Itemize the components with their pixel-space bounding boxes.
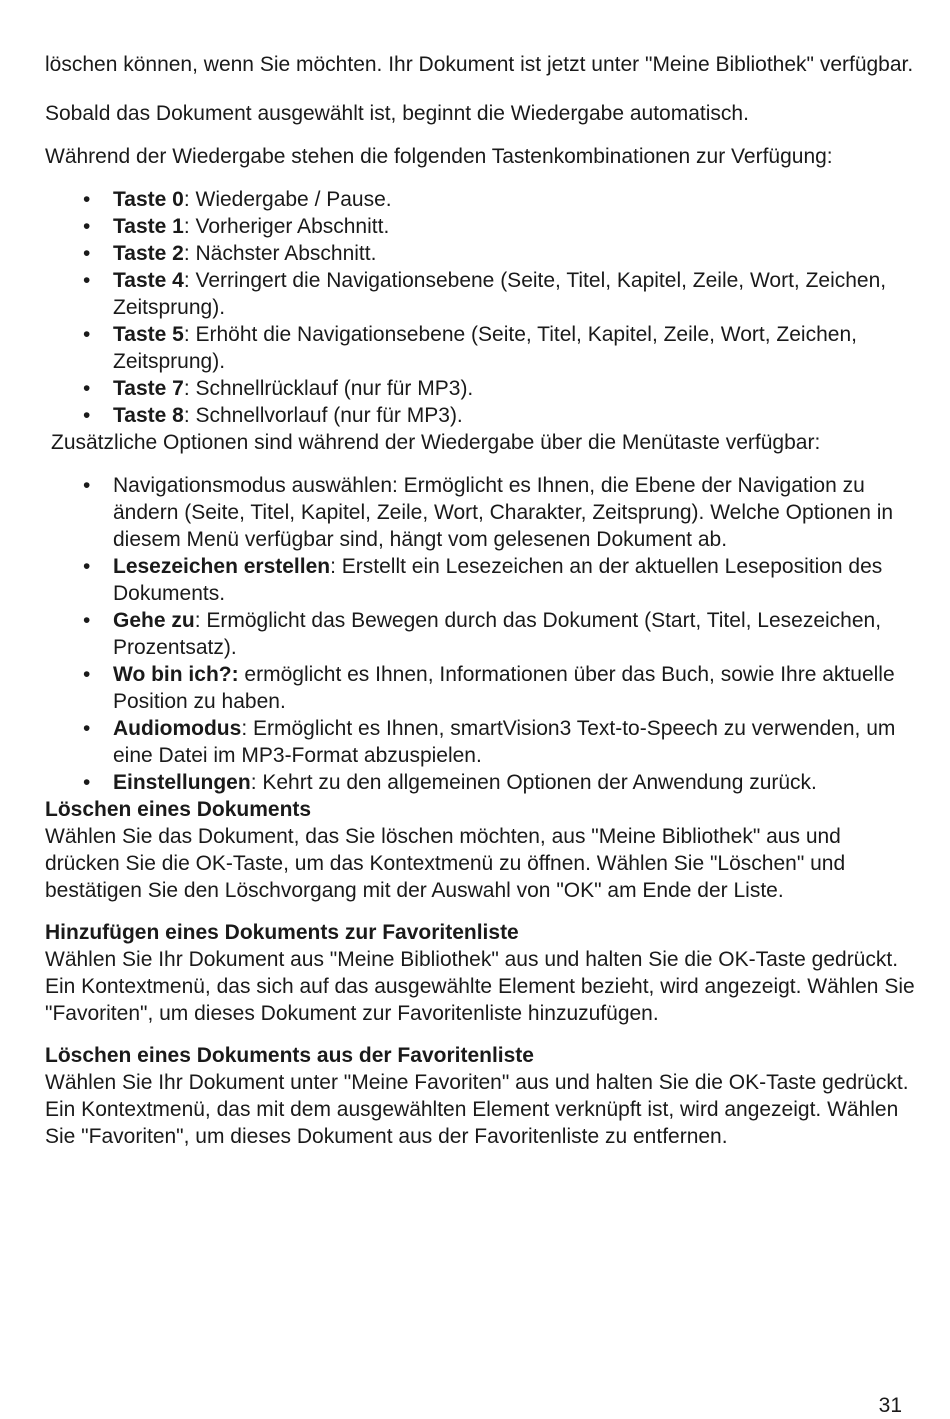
section-heading: Hinzufügen eines Dokuments zur Favoritenliste <box>45 921 519 944</box>
list-item <box>45 715 915 769</box>
option-description: : Ermöglicht es Ihnen, smartVision3 Text-to-Speech zu verwenden, um eine Datei im MP3-Format abzuspielen. <box>113 717 896 767</box>
section-body: Wählen Sie das Dokument, das Sie löschen möchten, aus "Meine Bibliothek" aus und drücken Sie die OK-Taste, um das Kontextmenü zu öffnen. Wählen Sie "Löschen" und bestätigen Sie den Löschvorgang mit der Auswahl von "OK" am Ende der Liste. <box>45 825 846 902</box>
key-description: : Erhöht die Navigationsebene (Seite, Titel, Kapitel, Zeile, Wort, Zeichen, Zeitsprung). <box>113 323 857 373</box>
section-body: Wählen Sie Ihr Dokument unter "Meine Favoriten" aus und halten Sie die OK-Taste gedrückt. Ein Kontextmenü, das mit dem ausgewählten Element verknüpft ist, wird angezeigt. Wählen Sie "Favoriten", um dieses Dokument aus der Favoritenliste zu entfernen. <box>45 1071 909 1148</box>
option-description: : Ermöglicht das Bewegen durch das Dokument (Start, Titel, Lesezeichen, Prozentsatz). <box>113 609 882 659</box>
list-item <box>45 661 915 715</box>
list-item <box>45 553 915 607</box>
key-label: Taste 1 <box>113 215 184 238</box>
option-label: Audiomodus <box>113 717 242 740</box>
list-item <box>45 240 915 267</box>
key-label: Taste 8 <box>113 404 184 427</box>
option-description: : Kehrt zu den allgemeinen Optionen der Anwendung zurück. <box>250 771 817 794</box>
document-page <box>45 51 915 1165</box>
key-description: : Schnellvorlauf (nur für MP3). <box>183 404 463 427</box>
list-item <box>45 213 915 240</box>
key-label: Taste 4 <box>113 269 184 292</box>
key-label: Taste 0 <box>113 188 184 211</box>
key-description: : Schnellrücklauf (nur für MP3). <box>183 377 474 400</box>
option-label: Wo bin ich?: <box>113 663 239 686</box>
list-item <box>45 607 915 661</box>
section-add-favorite <box>45 919 915 1027</box>
section-delete-document <box>45 796 915 904</box>
option-description: ermöglicht es Ihnen, Informationen über das Buch, sowie Ihre aktuelle Position zu haben. <box>113 663 895 713</box>
list-item <box>45 186 915 213</box>
key-shortcuts-list <box>45 186 915 429</box>
key-description: : Nächster Abschnitt. <box>183 242 377 265</box>
list-item <box>45 472 915 553</box>
menu-options-list <box>45 472 915 796</box>
key-label: Taste 2 <box>113 242 184 265</box>
option-description: : Erstellt ein Lesezeichen an der aktuellen Leseposition des Dokuments. <box>113 555 883 605</box>
key-description: : Vorheriger Abschnitt. <box>183 215 390 238</box>
option-label: Lesezeichen erstellen <box>113 555 331 578</box>
intro-paragraph: löschen können, wenn Sie möchten. Ihr Dokument ist jetzt unter "Meine Bibliothek" verfügbar. <box>45 53 914 76</box>
list-item <box>45 375 915 402</box>
section-heading: Löschen eines Dokuments aus der Favoritenliste <box>45 1044 534 1067</box>
section-body: Wählen Sie Ihr Dokument aus "Meine Bibliothek" aus und halten Sie die OK-Taste gedrückt. Ein Kontextmenü, das sich auf das ausgewählte Element bezieht, wird angezeigt. Wählen Sie "Favoriten", um dieses Dokument zur Favoritenliste hinzuzufügen. <box>45 948 915 1025</box>
key-description: : Wiedergabe / Pause. <box>183 188 392 211</box>
option-label: Einstellungen <box>113 771 251 794</box>
key-label: Taste 7 <box>113 377 184 400</box>
list-item <box>45 769 915 796</box>
option-label: Gehe zu <box>113 609 195 632</box>
shortcuts-intro-paragraph: Während der Wiedergabe stehen die folgenden Tastenkombinationen zur Verfügung: <box>45 145 833 168</box>
list-item <box>45 267 915 321</box>
list-item <box>45 402 915 429</box>
page-number: 31 <box>878 1394 902 1417</box>
options-intro-paragraph: Zusätzliche Optionen sind während der Wiedergabe über die Menütaste verfügbar: <box>51 431 821 454</box>
list-item <box>45 321 915 375</box>
key-label: Taste 5 <box>113 323 184 346</box>
key-description: : Verringert die Navigationsebene (Seite, Titel, Kapitel, Zeile, Wort, Zeichen, Zeitsprung). <box>113 269 887 319</box>
autoplay-paragraph: Sobald das Dokument ausgewählt ist, beginnt die Wiedergabe automatisch. <box>45 102 749 125</box>
option-description: Navigationsmodus auswählen: Ermöglicht es Ihnen, die Ebene der Navigation zu ändern (Seite, Titel, Kapitel, Zeile, Wort, Charakter, Zeitsprung). Welche Optionen in diesem Menü verfügbar sind, hängt vom gelesenen Dokument ab. <box>113 474 894 551</box>
section-remove-favorite <box>45 1042 915 1150</box>
section-heading: Löschen eines Dokuments <box>45 798 312 821</box>
